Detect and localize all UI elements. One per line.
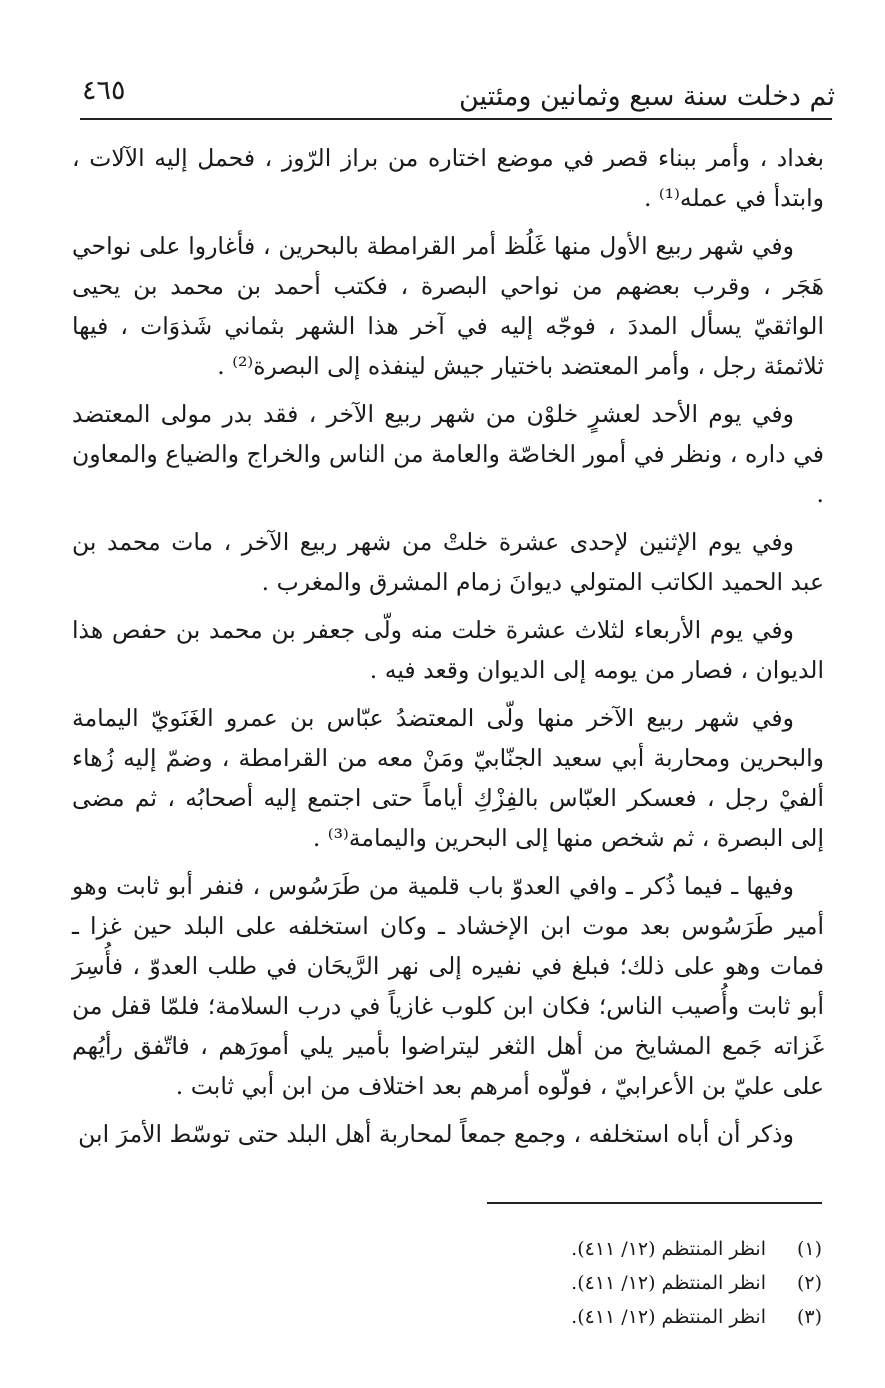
main-text bbox=[72, 138, 824, 1162]
paragraph-7: وفيها ـ فيما ذُكر ـ وافي العدوّ باب قلمية من طَرَسُوس ، فنفر أبو ثابت وهو أمير طَرَسُوس بعد موت ابن الإخشاد ـ وكان استخلفه على البلد حين غزا ـ فمات وهو على ذلك؛ فبلغ في نفيره إلى نهر الرَّيحَان في طلب العدوّ ، فأُسِرَ أبو ثابت وأُصيب الناس؛ فكان ابن كلوب غازياً في درب السلامة؛ فلمّا قفل من غَزاته جَمع المشايخ من أهل الثغر ليتراضوا بأمير يلي أمورَهم ، فاتّفق رأيُهم على عليّ بن الأعرابيّ ، فولّوه أمرهم بعد اختلاف من ابن أبي ثابت . bbox=[72, 872, 824, 1100]
footnote-text: انظر المنتظم (١٢/ ٤١١). bbox=[571, 1238, 766, 1260]
footnote-number: (١) bbox=[796, 1238, 822, 1260]
footnote-3 bbox=[480, 1300, 822, 1334]
paragraph-4: وفي يوم الإثنين لإحدى عشرة خلتْ من شهر ربيع الآخر ، مات محمد بن عبد الحميد الكاتب المتولي ديوانَ زمام المشرق والمغرب . bbox=[72, 528, 824, 596]
page-number: ٤٦٥ bbox=[82, 75, 126, 106]
paragraph-8: وذكر أن أباه استخلفه ، وجمع جمعاً لمحاربة أهل البلد حتى توسّط الأمرَ ابن bbox=[78, 1120, 794, 1148]
footnote-text: انظر المنتظم (١٢/ ٤١١). bbox=[571, 1272, 766, 1294]
header-rule bbox=[80, 118, 832, 120]
running-title: ثم دخلت سنة سبع وثمانين ومئتين bbox=[458, 81, 835, 112]
footnote-number: (٢) bbox=[796, 1272, 822, 1294]
footnote-2 bbox=[480, 1266, 822, 1300]
paragraph-6: وفي شهر ربيع الآخر منها ولّى المعتضدُ عبّاس بن عمرو الغَنَويّ اليمامة والبحرين ومحاربة أبي سعيد الجنّابيّ ومَنْ معه من القرامطة ، وضمّ إليه زُهاء ألفيْ رجل ، فعسكر العبّاس بالفِزْكِ أياماً حتى اجتمع إليه أصحابُه ، ثم مضى إلى البصرة ، ثم شخص منها إلى البحرين واليمامة⁽³⁾ . bbox=[72, 704, 824, 852]
footnote-1 bbox=[480, 1232, 822, 1266]
paragraph-5: وفي يوم الأربعاء لثلاث عشرة خلت منه ولّى جعفر بن محمد بن حفص هذا الديوان ، فصار من يومه إلى الديوان وقعد فيه . bbox=[72, 616, 824, 684]
footnotes bbox=[480, 1232, 822, 1334]
footnote-number: (٣) bbox=[796, 1306, 822, 1328]
footnote-text: انظر المنتظم (١٢/ ٤١١). bbox=[571, 1306, 766, 1328]
footnote-rule bbox=[487, 1202, 822, 1204]
paragraph-3: وفي يوم الأحد لعشرٍ خلوْن من شهر ربيع الآخر ، فقد بدر مولى المعتضد في داره ، ونظر في أمور الخاصّة والعامة من الناس والخراج والضياع والمعاون . bbox=[72, 400, 824, 508]
paragraph-1: بغداد ، وأمر ببناء قصر في موضع اختاره من براز الرّوز ، فحمل إليه الآلات ، وابتدأ في عمله⁽¹⁾ . bbox=[72, 144, 824, 212]
paragraph-2: وفي شهر ربيع الأول منها غَلُظ أمر القرامطة بالبحرين ، فأغاروا على نواحي هَجَر ، وقرب بعضهم من نواحي البصرة ، فكتب أحمد بن محمد بن يحيى الواثقيّ يسأل المددَ ، فوجّه إليه في آخر هذا الشهر بثماني شَذوَات ، فيها ثلاثمئة رجل ، وأمر المعتضد باختيار جيش لينفذه إلى البصرة⁽²⁾ . bbox=[72, 232, 824, 380]
page-header bbox=[70, 70, 835, 116]
